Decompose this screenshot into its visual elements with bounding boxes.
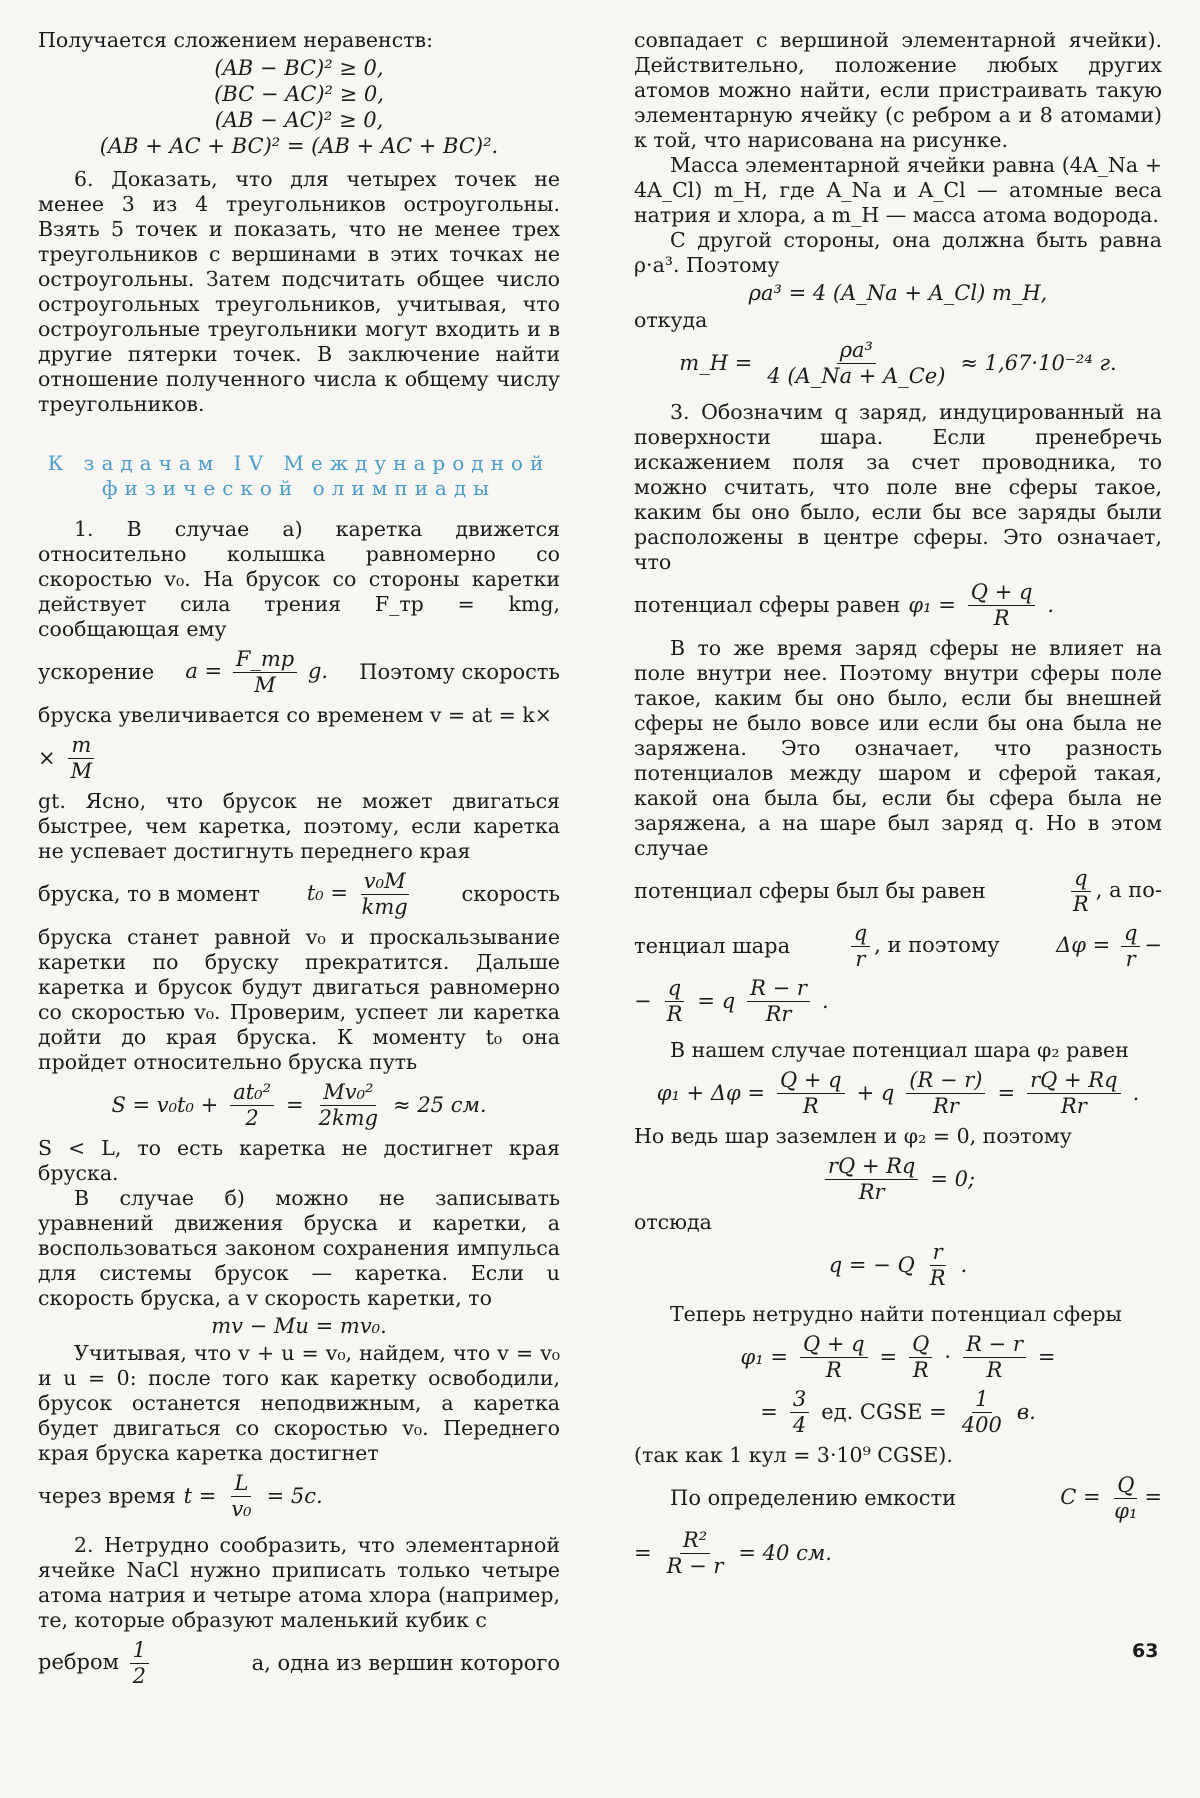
unit-note: (так как 1 кул = 3·10⁹ CGSE).: [634, 1443, 953, 1467]
inequality-2: (BC − AC)² ≥ 0,: [214, 82, 384, 106]
delta-phi-formula: − $\frac{q}{R}$ = q $\frac{R - r}{Rr}$ .: [634, 976, 829, 1026]
fraction: $\frac{R - r}{Rr}$: [747, 977, 810, 1026]
distance-formula: S = v₀t₀ + $\frac{\text{at₀²}}{2}$ = $\frac{\text{Mv₀²}}{\text{2kmg}}$ ≈ 25 см.: [111, 1080, 487, 1130]
fraction: $\frac{Q}{\text{φ₁}}$: [1114, 1473, 1138, 1523]
momentum-equation: mv − Mu = mv₀.: [211, 1314, 387, 1338]
fraction: $\frac{\text{R²}}{R - r}$: [666, 1528, 724, 1578]
fraction: $\frac{Q + q}{R}$: [800, 1333, 868, 1382]
solution-3-para-d: Но ведь шар заземлен и φ₂ = 0, поэтому: [634, 1124, 1072, 1148]
sphere-potential-result-formula: φ₁ = $\frac{Q + q}{R}$ = $\frac{Q}{R}$ · $\frac{R - r}{R}$ =: [740, 1332, 1056, 1382]
fraction: $\frac{\text{Mv₀²}}{\text{2kmg}}$: [318, 1080, 379, 1130]
sphere-potential-formula: потенциал сферы равен φ₁ = $\frac{Q + q}{R}$ .: [634, 580, 1055, 630]
capacitance-result-formula: = $\frac{\text{R²}}{R - r}$ = 40 см.: [634, 1528, 832, 1578]
solution-1-para-g: Учитывая, что v + u = v₀, найдем, что v = v₀ и u = 0: после того как каретку освободили, брусок останется неподвижным, а каретка будет двигаться со скоростью v₀. Переднего края бруска каретка достигнет: [38, 1341, 560, 1465]
sphere-potential-value-formula: = $\frac{3}{4}$ ед. CGSE = $\frac{1}{400}$ в.: [760, 1387, 1036, 1437]
capacitance-formula: По определению емкости C = $\frac{Q}{\text{φ₁}}$ =: [670, 1473, 1162, 1523]
charge-formula: q = − Q $\frac{r}{R}$ .: [828, 1240, 968, 1290]
solution-1-para-c: gt. Ясно, что брусок не может двигаться быстрее, чем каретка, поэтому, если каретка не успевает достигнуть переднего края: [38, 789, 560, 863]
velocity-formula: × $\frac{m}{M}$: [38, 734, 560, 783]
fraction: $\frac{(R - r)}{Rr}$: [906, 1069, 985, 1118]
solution-3-para-e: Теперь нетрудно найти потенциал сферы: [670, 1302, 1122, 1326]
solution-3-para-a: 3. Обозначим q заряд, индуцированный на поверхности шара. Если пренебречь искажением поля за счет проводника, то можно считать, что поле вне сферы такое, каким бы оно было, если бы все заряды были расположены в центре сферы. Это означает, что: [634, 400, 1162, 574]
hydrogen-mass-formula: m_H = $\frac{\text{ρa³}}{4 (A\_Na + A\_Ce)}$ ≈ 1,67·10⁻²⁴ г.: [679, 338, 1117, 388]
inequalities: [38, 55, 560, 159]
fraction: $\frac{q}{R}$: [1072, 866, 1089, 916]
solution-1-para-f: В случае б) можно не записывать уравнений движения бруска и каретки, а воспользоваться законом сохранения импульса для системы брусок — каретка. Если u скорость бруска, а v скорость каретки, то: [38, 1186, 560, 1310]
fraction: $\frac{m}{M}$: [68, 734, 96, 783]
solution-1-para-d: бруска станет равной v₀ и проскальзывание каретки по бруску прекратится. Дальше каретка и брусок будут двигаться равномерно со скоростью v₀. Проверим, успеет ли каретка дойти до края бруска. К моменту t₀ она пройдет относительно бруска путь: [38, 925, 560, 1074]
solution-2-para-b: совпадает с вершиной элементарной ячейки). Действительно, положение любых других атомов можно найти, если пристраивать такую элементарную ячейку (с ребром a и 8 атомами) к той, что нарисована на рисунке.: [634, 28, 1162, 152]
fraction: $\frac{L}{\text{v₀}}$: [231, 1471, 252, 1521]
fraction: $\frac{1}{2}$: [130, 1639, 149, 1688]
solution-1-para-b: бруска увеличивается со временем v = at = k×: [38, 703, 552, 727]
solution-1-para-a: 1. В случае а) каретка движется относительно колышка равномерно со скоростью v₀. На брусок со стороны каретки действует сила трения F_тр = kmg, сообщающая ему: [38, 517, 560, 641]
inequality-3: (AB − AC)² ≥ 0,: [214, 108, 384, 132]
fraction: $\frac{rQ + Rq}{Rr}$: [825, 1155, 918, 1204]
intro-text: Получается сложением неравенств:: [38, 28, 433, 52]
solution-2-para-d: С другой стороны, она должна быть равна ρ·a³. Поэтому: [634, 228, 1162, 277]
solution-2-para-c: Масса элементарной ячейки равна (4A_Na + 4A_Cl) m_H, где A_Na и A_Cl — атомные веса натрия и хлора, а m_H — масса атома водорода.: [634, 153, 1162, 227]
otsyuda-text: отсюда: [634, 1210, 712, 1234]
fraction: $\frac{Q}{R}$: [909, 1333, 932, 1382]
grounded-condition-formula: $\frac{rQ + Rq}{Rr}$ = 0;: [634, 1155, 1162, 1204]
t0-formula: бруска, то в момент t₀ = $\frac{\text{v₀M}}{\text{kmg}}$ скорость: [38, 869, 560, 919]
fraction: $\frac{q}{R}$: [666, 976, 683, 1026]
fraction: $\frac{\text{v₀M}}{\text{kmg}}$: [361, 869, 408, 919]
acceleration-formula: ускорение a = $\frac{F\_тр}{M}$ g. Поэтому скорость: [38, 647, 560, 697]
fraction: $\frac{\text{at₀²}}{2}$: [230, 1081, 274, 1130]
fraction: $\frac{q}{r}$: [1121, 922, 1140, 971]
time-formula: через время t = $\frac{L}{\text{v₀}}$ = 5с.: [38, 1471, 323, 1521]
fraction: $\frac{r}{R}$: [929, 1240, 946, 1290]
mass-equation: ρa³ = 4 (A_Na + A_Cl) m_H,: [748, 281, 1048, 305]
inequality-1: (AB − BC)² ≥ 0,: [214, 56, 384, 80]
fraction: $\frac{rQ + Rq}{Rr}$: [1027, 1069, 1120, 1118]
fraction: $\frac{R - r}{R}$: [963, 1333, 1026, 1382]
ball-potential-sum-formula: φ₁ + Δφ = $\frac{Q + q}{R}$ + q $\frac{(R - r)}{Rr}$ = $\frac{rQ + Rq}{Rr}$ .: [656, 1068, 1140, 1118]
otkuda-text: откуда: [634, 308, 708, 332]
fraction: $\frac{3}{4}$: [790, 1388, 809, 1437]
fraction: $\frac{F\_тр}{M}$: [233, 648, 297, 697]
page-number: 63: [1132, 1640, 1159, 1662]
fraction: $\frac{1}{400}$: [961, 1387, 1002, 1437]
sphere-potential-q-formula: потенциал сферы был бы равен $\frac{q}{R}$ , а по-: [634, 866, 1162, 916]
solution-3-para-b: В то же время заряд сферы не влияет на поле внутри нее. Поэтому внутри сферы поле такое, каким бы оно было, если бы внешней сферы не было вовсе или если бы она была не заряжена. Это означает, что разность потенциалов между шаром и сферой такая, какой она была бы, если бы сфера была не заряжена, а на шаре был заряд q. Но в этом случае: [634, 636, 1162, 860]
identity: (AB + AC + BC)² = (AB + AC + BC)².: [99, 134, 499, 158]
fraction: $\frac{\text{ρa³}}{4 (A\_Na + A\_Ce)}$: [767, 338, 946, 388]
ball-potential-formula: тенциал шара $\frac{q}{r}$ , и поэтому Δφ = $\frac{q}{r}$ −: [634, 921, 1162, 971]
fraction: $\frac{Q + q}{R}$: [777, 1069, 845, 1118]
fraction: $\frac{q}{r}$: [851, 922, 870, 971]
left-column: [38, 28, 560, 1694]
solution-2-para-a: 2. Нетрудно сообразить, что элементарной ячейке NaCl нужно приписать только четыре атома натрия и четыре атома хлора (например, те, которые образуют маленький кубик с: [38, 1533, 560, 1632]
section-heading: К задачам IV Международной физической олимпиады: [47, 451, 551, 500]
problem-6-text: 6. Доказать, что для четырех точек не менее 3 из 4 треугольников остроугольны. Взять 5 точек и показать, что не менее трех треугольников с вершинами в этих точках не остроугольны. Затем подсчитать общее число остроугольных треугольников, учитывая, что остроугольные треугольники могут входить и в другие пятерки точек. В заключение найти отношение полученного числа к общему числу треугольников.: [38, 167, 560, 416]
right-column: [634, 28, 1162, 1584]
solution-3-para-c: В нашем случае потенциал шара φ₂ равен: [670, 1038, 1129, 1062]
fraction: $\frac{Q + q}{R}$: [968, 581, 1036, 630]
solution-1-para-e: S < L, то есть каретка не достигнет края бруска.: [38, 1136, 560, 1185]
edge-formula: ребром $\frac{1}{2}$ a, одна из вершин которого: [38, 1638, 560, 1688]
